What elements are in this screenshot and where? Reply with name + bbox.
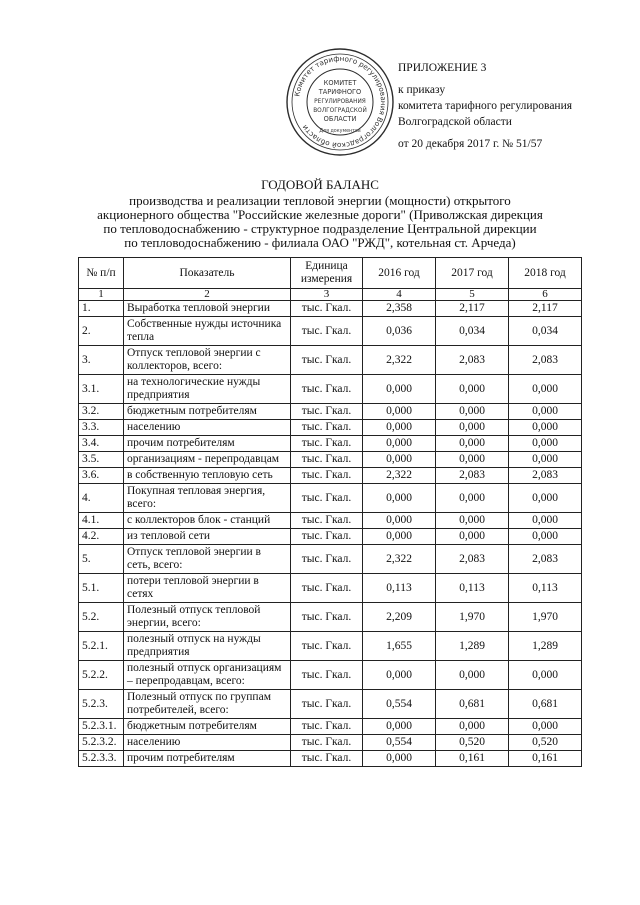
- row-value-2016-cell: 0,000: [363, 513, 436, 529]
- row-indicator-cell: населению: [124, 735, 291, 751]
- svg-text:Для документов: Для документов: [319, 129, 361, 134]
- row-unit-cell: тыс. Гкал.: [291, 545, 363, 574]
- table-row: [79, 375, 582, 404]
- table-row: [79, 632, 582, 661]
- col-index: 6: [509, 289, 582, 301]
- row-number-cell: 5.2.: [79, 603, 124, 632]
- row-value-2017-cell: 2,083: [436, 545, 509, 574]
- row-unit-cell: тыс. Гкал.: [291, 346, 363, 375]
- row-value-2016-cell: 1,655: [363, 632, 436, 661]
- row-number-cell: 2.: [79, 317, 124, 346]
- row-value-2017-cell: 0,000: [436, 452, 509, 468]
- row-value-2016-cell: 0,554: [363, 690, 436, 719]
- col-header-2016: 2016 год: [363, 258, 436, 289]
- table-row: [79, 404, 582, 420]
- table-index-row: [79, 289, 582, 301]
- row-value-2018-cell: 0,161: [509, 751, 582, 767]
- row-value-2017-cell: 2,083: [436, 468, 509, 484]
- row-value-2016-cell: 0,113: [363, 574, 436, 603]
- row-value-2018-cell: 0,000: [509, 484, 582, 513]
- row-unit-cell: тыс. Гкал.: [291, 513, 363, 529]
- table-row: [79, 484, 582, 513]
- svg-text:РЕГУЛИРОВАНИЯ: РЕГУЛИРОВАНИЯ: [314, 99, 366, 105]
- table-row: [79, 574, 582, 603]
- appendix-region-line: Волгоградской области: [398, 116, 512, 128]
- table-row: [79, 468, 582, 484]
- document-subtitle-line: акционерного общества "Российские железные дороги" (Приволжская дирекция: [97, 207, 543, 222]
- row-indicator-cell: на технологические нужды предприятия: [124, 375, 291, 404]
- row-value-2016-cell: 2,358: [363, 301, 436, 317]
- row-value-2018-cell: 1,289: [509, 632, 582, 661]
- row-value-2017-cell: 2,117: [436, 301, 509, 317]
- row-unit-cell: тыс. Гкал.: [291, 404, 363, 420]
- row-value-2017-cell: 0,000: [436, 719, 509, 735]
- col-index: 3: [291, 289, 363, 301]
- row-value-2016-cell: 0,036: [363, 317, 436, 346]
- svg-text:ТАРИФНОГО: ТАРИФНОГО: [318, 88, 362, 96]
- document-title: ГОДОВОЙ БАЛАНС: [261, 177, 379, 192]
- row-unit-cell: тыс. Гкал.: [291, 468, 363, 484]
- table-header-row: [79, 258, 582, 289]
- row-value-2018-cell: 0,000: [509, 661, 582, 690]
- row-indicator-cell: Выработка тепловой энергии: [124, 301, 291, 317]
- col-index: 4: [363, 289, 436, 301]
- row-unit-cell: тыс. Гкал.: [291, 529, 363, 545]
- row-number-cell: 5.1.: [79, 574, 124, 603]
- row-unit-cell: тыс. Гкал.: [291, 452, 363, 468]
- row-value-2017-cell: 0,000: [436, 513, 509, 529]
- row-value-2017-cell: 0,161: [436, 751, 509, 767]
- row-value-2018-cell: 0,034: [509, 317, 582, 346]
- table-row: [79, 420, 582, 436]
- document-subtitle-line: производства и реализации тепловой энергии (мощности) открытого: [129, 193, 511, 208]
- row-value-2016-cell: 0,000: [363, 420, 436, 436]
- row-indicator-cell: с коллекторов блок - станций: [124, 513, 291, 529]
- table-row: [79, 346, 582, 375]
- row-indicator-cell: Полезный отпуск тепловой энергии, всего:: [124, 603, 291, 632]
- row-unit-cell: тыс. Гкал.: [291, 719, 363, 735]
- row-unit-cell: тыс. Гкал.: [291, 735, 363, 751]
- row-value-2018-cell: 0,000: [509, 719, 582, 735]
- appendix-title: ПРИЛОЖЕНИЕ 3: [398, 62, 487, 74]
- row-value-2018-cell: 0,000: [509, 513, 582, 529]
- row-unit-cell: тыс. Гкал.: [291, 632, 363, 661]
- row-value-2018-cell: 0,000: [509, 404, 582, 420]
- row-value-2018-cell: 0,000: [509, 436, 582, 452]
- row-number-cell: 5.2.1.: [79, 632, 124, 661]
- row-indicator-cell: Отпуск тепловой энергии с коллекторов, всего:: [124, 346, 291, 375]
- table-row: [79, 735, 582, 751]
- col-index: 5: [436, 289, 509, 301]
- row-unit-cell: тыс. Гкал.: [291, 375, 363, 404]
- balance-table: [78, 257, 582, 767]
- row-unit-cell: тыс. Гкал.: [291, 603, 363, 632]
- row-value-2017-cell: 0,000: [436, 661, 509, 690]
- row-number-cell: 5.2.2.: [79, 661, 124, 690]
- row-value-2016-cell: 0,000: [363, 484, 436, 513]
- row-unit-cell: тыс. Гкал.: [291, 436, 363, 452]
- svg-text:ОБЛАСТИ: ОБЛАСТИ: [323, 115, 357, 123]
- row-number-cell: 3.5.: [79, 452, 124, 468]
- row-value-2018-cell: 0,113: [509, 574, 582, 603]
- row-value-2017-cell: 0,520: [436, 735, 509, 751]
- row-value-2017-cell: 0,681: [436, 690, 509, 719]
- col-header-unit: Единица измерения: [291, 258, 363, 289]
- svg-text:ВОЛГОГРАДСКОЙ: ВОЛГОГРАДСКОЙ: [313, 108, 367, 114]
- row-value-2017-cell: 0,000: [436, 404, 509, 420]
- col-header-number: № п/п: [79, 258, 124, 289]
- row-number-cell: 3.1.: [79, 375, 124, 404]
- row-indicator-cell: потери тепловой энергии в сетях: [124, 574, 291, 603]
- row-value-2018-cell: 0,000: [509, 375, 582, 404]
- svg-text:Комитет тарифного регулировани: Комитет тарифного регулирования Волгоградской области: [292, 53, 389, 151]
- appendix-block: [398, 60, 572, 152]
- row-value-2018-cell: 0,520: [509, 735, 582, 751]
- row-value-2017-cell: 0,000: [436, 375, 509, 404]
- row-value-2016-cell: 0,000: [363, 661, 436, 690]
- row-unit-cell: тыс. Гкал.: [291, 751, 363, 767]
- row-unit-cell: тыс. Гкал.: [291, 420, 363, 436]
- row-indicator-cell: полезный отпуск организациям – перепродавцам, всего:: [124, 661, 291, 690]
- row-value-2018-cell: 0,000: [509, 420, 582, 436]
- row-number-cell: 5.2.3.1.: [79, 719, 124, 735]
- row-value-2016-cell: 2,322: [363, 346, 436, 375]
- row-unit-cell: тыс. Гкал.: [291, 574, 363, 603]
- row-value-2017-cell: 0,000: [436, 436, 509, 452]
- appendix-order-line: к приказу: [398, 84, 446, 96]
- row-indicator-cell: в собственную тепловую сеть: [124, 468, 291, 484]
- row-number-cell: 3.2.: [79, 404, 124, 420]
- table-row: [79, 436, 582, 452]
- row-unit-cell: тыс. Гкал.: [291, 484, 363, 513]
- col-header-indicator: Показатель: [124, 258, 291, 289]
- row-value-2016-cell: 0,000: [363, 404, 436, 420]
- row-indicator-cell: Отпуск тепловой энергии в сеть, всего:: [124, 545, 291, 574]
- table-row: [79, 529, 582, 545]
- row-value-2016-cell: 2,209: [363, 603, 436, 632]
- row-unit-cell: тыс. Гкал.: [291, 317, 363, 346]
- row-indicator-cell: из тепловой сети: [124, 529, 291, 545]
- row-number-cell: 4.: [79, 484, 124, 513]
- row-indicator-cell: бюджетным потребителям: [124, 719, 291, 735]
- row-value-2017-cell: 0,113: [436, 574, 509, 603]
- col-index: 1: [79, 289, 124, 301]
- row-value-2017-cell: 2,083: [436, 346, 509, 375]
- appendix-committee-line: комитета тарифного регулирования: [398, 100, 573, 112]
- row-value-2018-cell: 2,083: [509, 545, 582, 574]
- row-value-2017-cell: 1,289: [436, 632, 509, 661]
- row-number-cell: 3.6.: [79, 468, 124, 484]
- table-row: [79, 452, 582, 468]
- row-value-2017-cell: 0,000: [436, 529, 509, 545]
- row-value-2018-cell: 0,681: [509, 690, 582, 719]
- row-value-2016-cell: 0,000: [363, 436, 436, 452]
- row-number-cell: 3.: [79, 346, 124, 375]
- row-value-2017-cell: 1,970: [436, 603, 509, 632]
- row-indicator-cell: Собственные нужды источника тепла: [124, 317, 291, 346]
- svg-text:КОМИТЕТ: КОМИТЕТ: [323, 79, 357, 87]
- document-subtitle-line: по тепловодоснабжению - филиала ОАО "РЖД", котельная ст. Арчеда): [124, 235, 516, 250]
- table-row: [79, 751, 582, 767]
- table-row: [79, 690, 582, 719]
- row-value-2016-cell: 0,000: [363, 751, 436, 767]
- row-value-2018-cell: 0,000: [509, 452, 582, 468]
- table-row: [79, 301, 582, 317]
- row-unit-cell: тыс. Гкал.: [291, 661, 363, 690]
- document-subtitle-line: по тепловодоснабжению - структурное подразделение Центральной дирекции: [103, 221, 537, 236]
- row-value-2017-cell: 0,000: [436, 420, 509, 436]
- col-header-2018: 2018 год: [509, 258, 582, 289]
- row-indicator-cell: организациям - перепродавцам: [124, 452, 291, 468]
- table-row: [79, 719, 582, 735]
- row-number-cell: 5.: [79, 545, 124, 574]
- row-number-cell: 3.4.: [79, 436, 124, 452]
- row-value-2018-cell: 2,117: [509, 301, 582, 317]
- col-header-2017: 2017 год: [436, 258, 509, 289]
- row-value-2016-cell: 0,000: [363, 529, 436, 545]
- col-index: 2: [124, 289, 291, 301]
- row-value-2016-cell: 2,322: [363, 545, 436, 574]
- row-indicator-cell: Покупная тепловая энергия, всего:: [124, 484, 291, 513]
- row-indicator-cell: прочим потребителям: [124, 751, 291, 767]
- row-indicator-cell: населению: [124, 420, 291, 436]
- row-number-cell: 4.2.: [79, 529, 124, 545]
- row-value-2017-cell: 0,034: [436, 317, 509, 346]
- document-title-block: [0, 178, 640, 250]
- row-indicator-cell: бюджетным потребителям: [124, 404, 291, 420]
- row-value-2018-cell: 1,970: [509, 603, 582, 632]
- row-number-cell: 5.2.3.3.: [79, 751, 124, 767]
- row-number-cell: 3.3.: [79, 420, 124, 436]
- row-number-cell: 1.: [79, 301, 124, 317]
- row-value-2016-cell: 0,000: [363, 452, 436, 468]
- row-value-2018-cell: 2,083: [509, 346, 582, 375]
- row-indicator-cell: полезный отпуск на нужды предприятия: [124, 632, 291, 661]
- row-value-2018-cell: 2,083: [509, 468, 582, 484]
- row-value-2016-cell: 0,554: [363, 735, 436, 751]
- table-row: [79, 545, 582, 574]
- row-number-cell: 4.1.: [79, 513, 124, 529]
- row-value-2016-cell: 0,000: [363, 375, 436, 404]
- row-value-2016-cell: 0,000: [363, 719, 436, 735]
- row-value-2018-cell: 0,000: [509, 529, 582, 545]
- row-unit-cell: тыс. Гкал.: [291, 301, 363, 317]
- appendix-date-line: от 20 декабря 2017 г. № 51/57: [398, 138, 543, 150]
- row-indicator-cell: прочим потребителям: [124, 436, 291, 452]
- row-number-cell: 5.2.3.: [79, 690, 124, 719]
- row-value-2016-cell: 2,322: [363, 468, 436, 484]
- row-indicator-cell: Полезный отпуск по группам потребителей, всего:: [124, 690, 291, 719]
- row-number-cell: 5.2.3.2.: [79, 735, 124, 751]
- table-row: [79, 603, 582, 632]
- official-stamp: [284, 46, 396, 158]
- row-value-2017-cell: 0,000: [436, 484, 509, 513]
- row-unit-cell: тыс. Гкал.: [291, 690, 363, 719]
- table-row: [79, 317, 582, 346]
- table-row: [79, 513, 582, 529]
- table-row: [79, 661, 582, 690]
